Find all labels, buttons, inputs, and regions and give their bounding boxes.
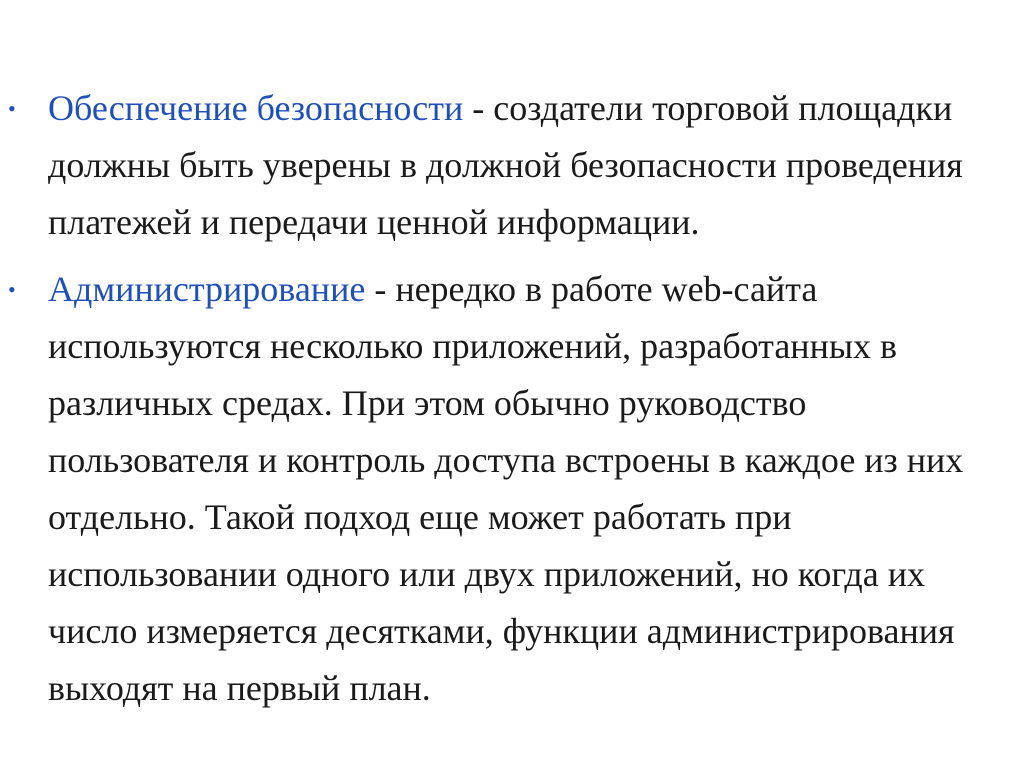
bullet-text-security: - создатели торговой площадки должны быть уверены в должной безопасности проведения платежей и передачи ценной информации. xyxy=(48,88,963,242)
bullet-dot-icon: • xyxy=(8,96,16,121)
bullet-item-security xyxy=(0,80,1024,251)
bullet-item-administration xyxy=(0,261,1024,717)
bullet-term-administration: Администрирование xyxy=(48,269,366,309)
bullet-text-administration: - нередко в работе web-сайта используются несколько приложений, разработанных в различных средах. При этом обычно руководство пользователя и контроль доступа встроены в каждое из них отдельно. Такой подход еще может работать при использовании одного или двух приложений, но когда их число измеряется десятками, функции администрирования выходят на первый план. xyxy=(48,269,964,708)
bullet-term-security: Обеспечение безопасности xyxy=(48,88,464,128)
bullet-dot-icon: • xyxy=(8,277,16,302)
bullet-list xyxy=(0,80,1024,727)
